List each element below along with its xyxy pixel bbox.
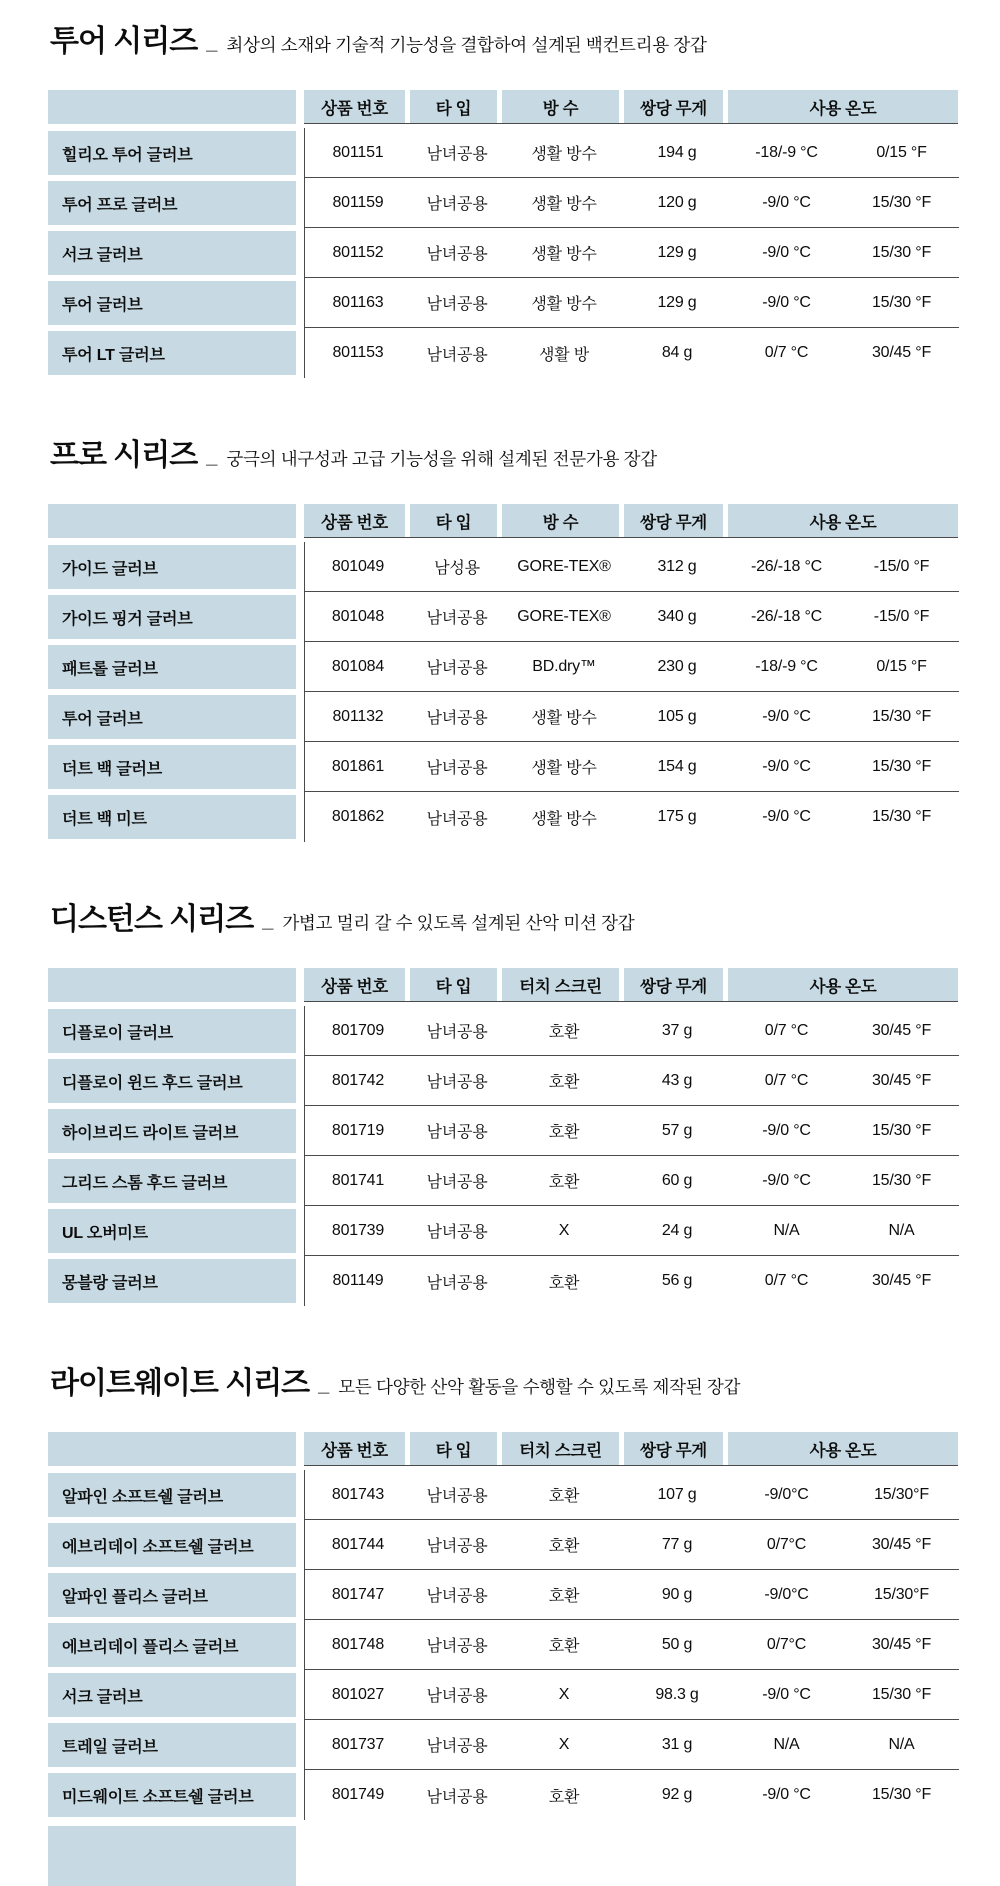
table-row [48, 1520, 958, 1570]
table-body [48, 542, 958, 842]
temp-fahrenheit-cell: 30/45 °F [871, 1071, 932, 1089]
product-type-cell: 남녀공용 [426, 760, 488, 777]
product-feature-cell: X [558, 1735, 570, 1753]
product-weight-cell: 24 g [661, 1221, 693, 1239]
product-type-cell: 남녀공용 [426, 710, 488, 727]
series-section-distance [48, 894, 958, 1306]
table-row [48, 128, 958, 178]
product-feature-cell: 호환 [548, 1638, 580, 1655]
product-table [48, 1432, 958, 1820]
series-title-separator: _ [206, 32, 218, 54]
temp-fahrenheit-cell: 15/30°F [874, 1485, 929, 1503]
table-row [48, 1720, 958, 1770]
temp-fahrenheit-cell: 15/30 °F [871, 1685, 932, 1703]
table-row [48, 1256, 958, 1306]
product-type-cell: 남녀공용 [426, 810, 488, 828]
temp-celsius-cell: -9/0 °C [762, 808, 811, 825]
temp-celsius-cell: -18/-9 °C [755, 143, 818, 161]
table-body [48, 1470, 958, 1820]
product-name-cell: 알파인 플리스 글러브 [48, 1573, 296, 1617]
row-data-area [304, 592, 959, 642]
product-number-cell: 801049 [331, 557, 385, 575]
series-section-tour [48, 16, 958, 378]
product-type-cell: 남녀공용 [426, 196, 488, 213]
temp-fahrenheit-cell: 30/45 °F [871, 1535, 932, 1553]
row-data-area [304, 692, 959, 742]
product-weight-cell: 31 g [661, 1735, 693, 1753]
header-product-number: 상품 번호 [304, 1432, 405, 1465]
temp-fahrenheit-cell: 15/30 °F [871, 293, 932, 311]
product-number-cell: 801737 [331, 1735, 385, 1753]
temp-celsius-cell: -26/-18 °C [750, 557, 823, 575]
product-weight-cell: 312 g [657, 557, 697, 575]
product-weight-cell: 56 g [661, 1272, 693, 1289]
product-name-cell: 가이드 글러브 [48, 545, 296, 589]
temp-fahrenheit-cell: 15/30°F [874, 1585, 929, 1603]
header-product-number: 상품 번호 [304, 504, 405, 537]
temp-celsius-cell: 0/7 °C [764, 344, 809, 361]
header-type: 타 입 [410, 504, 497, 537]
row-data-area [304, 1206, 959, 1256]
product-weight-cell: 92 g [661, 1786, 693, 1803]
row-data-area [304, 278, 959, 328]
temp-fahrenheit-cell: 15/30 °F [871, 193, 932, 211]
temp-celsius-cell: -26/-18 °C [750, 607, 823, 625]
table-row [48, 592, 958, 642]
header-weight: 쌍당 무게 [624, 968, 723, 1001]
product-name-cell: 가이드 핑거 글러브 [48, 595, 296, 639]
product-weight-cell: 194 g [657, 143, 697, 161]
temp-fahrenheit-cell: 15/30 °F [871, 707, 932, 725]
table-header-data [304, 1432, 958, 1466]
product-type-cell: 남녀공용 [426, 660, 488, 677]
temp-celsius-cell: -9/0 °C [762, 193, 811, 211]
product-feature-cell: BD.dry™ [532, 657, 596, 675]
product-number-cell: 801747 [331, 1585, 385, 1603]
product-weight-cell: 154 g [657, 757, 697, 775]
product-type-cell: 남녀공용 [426, 146, 488, 163]
series-heading [50, 430, 956, 474]
table-body [48, 1006, 958, 1306]
temp-fahrenheit-cell: 15/30 °F [871, 243, 932, 261]
temp-fahrenheit-cell: 15/30 °F [871, 757, 932, 775]
row-data-area [304, 1156, 959, 1206]
series-title: 투어 시리즈 [50, 25, 198, 58]
series-title-separator: _ [206, 446, 218, 468]
product-feature-cell: 호환 [548, 1174, 580, 1191]
row-data-area [304, 542, 959, 592]
series-title: 디스턴스 시리즈 [50, 903, 254, 936]
product-number-cell: 801159 [332, 193, 384, 211]
temp-celsius-cell: -9/0 °C [762, 293, 811, 311]
product-feature-cell: 호환 [548, 1538, 580, 1555]
product-feature-cell: 호환 [548, 1124, 580, 1141]
product-feature-cell: 생활 방 [538, 346, 589, 364]
temp-celsius-cell: -9/0°C [764, 1585, 809, 1603]
product-name-cell: 서크 글러브 [48, 231, 296, 275]
temp-celsius-cell: 0/7 °C [764, 1071, 809, 1089]
product-type-cell: 남녀공용 [426, 1124, 488, 1141]
product-type-cell: 남녀공용 [426, 246, 488, 263]
table-header-data [304, 90, 958, 124]
table-header-data [304, 968, 958, 1002]
product-number-cell: 801048 [331, 607, 385, 625]
table-body [48, 128, 958, 378]
header-name-spacer-cell [48, 1432, 296, 1466]
product-number-cell: 801743 [331, 1485, 385, 1503]
temp-celsius-cell: 0/7 °C [764, 1272, 809, 1289]
row-data-area [304, 1006, 959, 1056]
row-data-area [304, 742, 959, 792]
temp-celsius-cell: -9/0 °C [762, 1121, 811, 1139]
product-weight-cell: 77 g [661, 1535, 693, 1553]
row-data-area [304, 1570, 959, 1620]
series-description: 궁극의 내구성과 고급 기능성을 위해 설계된 전문가용 장갑 [226, 449, 657, 469]
header-name-spacer-cell [48, 504, 296, 538]
product-feature-cell: 생활 방수 [531, 810, 597, 828]
product-type-cell: 남녀공용 [426, 1074, 488, 1091]
header-product-number: 상품 번호 [304, 90, 405, 123]
table-header-row [48, 504, 958, 538]
table-row [48, 228, 958, 278]
product-number-cell: 801748 [331, 1635, 385, 1653]
product-number-cell: 801149 [332, 1272, 384, 1289]
table-row [48, 1156, 958, 1206]
series-title: 프로 시리즈 [50, 439, 198, 472]
temp-fahrenheit-cell: 30/45 °F [871, 344, 932, 361]
product-weight-cell: 129 g [657, 243, 697, 261]
header-type: 타 입 [410, 90, 497, 123]
header-product-number: 상품 번호 [304, 968, 405, 1001]
product-feature-cell: 호환 [548, 1074, 580, 1091]
series-title-separator: _ [318, 1374, 330, 1396]
product-feature-cell: X [558, 1685, 570, 1703]
row-data-area [304, 1470, 959, 1520]
temp-celsius-cell: -9/0 °C [762, 707, 811, 725]
product-name-cell: 투어 LT 글러브 [48, 331, 296, 375]
row-data-area [304, 178, 959, 228]
header-temperature: 사용 온도 [728, 1432, 958, 1465]
table-row [48, 1770, 958, 1820]
header-weight: 쌍당 무게 [624, 1432, 723, 1465]
row-data-area [304, 128, 959, 178]
product-weight-cell: 175 g [657, 808, 697, 825]
product-name-cell: 투어 프로 글러브 [48, 181, 296, 225]
product-table [48, 90, 958, 378]
table-row [48, 278, 958, 328]
temp-celsius-cell: -9/0 °C [762, 757, 811, 775]
product-type-cell: 남녀공용 [426, 296, 488, 313]
temp-fahrenheit-cell: 15/30 °F [871, 1121, 932, 1139]
table-header-data [304, 504, 958, 538]
product-name-cell: 하이브리드 라이트 글러브 [48, 1109, 296, 1153]
temp-celsius-cell: 0/7°C [766, 1535, 807, 1553]
product-name-cell: 에브리데이 플리스 글러브 [48, 1623, 296, 1667]
series-description: 최상의 소재와 기술적 기능성을 결합하여 설계된 백컨트리용 장갑 [226, 35, 707, 55]
product-number-cell: 801749 [331, 1786, 385, 1803]
series-section-lightweight [48, 1358, 958, 1886]
header-name-spacer-cell [48, 968, 296, 1002]
product-type-cell: 남녀공용 [426, 1688, 488, 1705]
product-weight-cell: 98.3 g [655, 1685, 699, 1703]
header-touchscreen: 터치 스크린 [502, 1432, 619, 1465]
product-type-cell: 남녀공용 [426, 346, 488, 364]
header-temperature: 사용 온도 [728, 90, 958, 123]
row-data-area [304, 792, 959, 842]
product-weight-cell: 60 g [661, 1171, 693, 1189]
series-heading [50, 1358, 956, 1402]
series-heading [50, 894, 956, 938]
truncated-next-row-name-cell [48, 1826, 296, 1886]
table-row [48, 328, 958, 378]
temp-celsius-cell: -9/0 °C [762, 243, 811, 261]
header-waterproof: 방 수 [502, 504, 619, 537]
temp-celsius-cell: -9/0 °C [762, 1786, 811, 1803]
product-type-cell: 남녀공용 [426, 1638, 488, 1655]
temp-celsius-cell: 0/7 °C [764, 1021, 809, 1039]
product-number-cell: 801741 [331, 1171, 385, 1189]
product-name-cell: UL 오버미트 [48, 1209, 296, 1253]
product-number-cell: 801742 [331, 1071, 385, 1089]
header-name-spacer-cell [48, 90, 296, 124]
product-number-cell: 801719 [331, 1121, 385, 1139]
product-number-cell: 801152 [332, 243, 384, 261]
product-feature-cell: GORE-TEX® [517, 557, 611, 575]
product-name-cell: 디플로이 윈드 후드 글러브 [48, 1059, 296, 1103]
product-weight-cell: 120 g [657, 193, 697, 211]
row-data-area [304, 1670, 959, 1720]
product-weight-cell: 90 g [661, 1585, 693, 1603]
row-data-area [304, 1106, 959, 1156]
row-data-area [304, 1056, 959, 1106]
table-header-row [48, 90, 958, 124]
table-row [48, 542, 958, 592]
product-table [48, 968, 958, 1306]
temp-fahrenheit-cell: -15/0 °F [873, 607, 930, 625]
product-name-cell: 그리드 스톰 후드 글러브 [48, 1159, 296, 1203]
product-feature-cell: X [558, 1221, 570, 1239]
series-section-pro [48, 430, 958, 842]
product-name-cell: 힐리오 투어 글러브 [48, 131, 296, 175]
product-name-cell: 더트 백 미트 [48, 795, 296, 839]
header-touchscreen: 터치 스크린 [502, 968, 619, 1001]
series-title: 라이트웨이트 시리즈 [50, 1367, 310, 1400]
product-type-cell: 남성용 [434, 560, 480, 577]
product-type-cell: 남녀공용 [426, 1224, 488, 1241]
product-number-cell: 801861 [331, 757, 385, 775]
temp-celsius-cell: N/A [773, 1735, 800, 1753]
header-waterproof: 방 수 [502, 90, 619, 123]
row-data-area [304, 642, 959, 692]
product-type-cell: 남녀공용 [426, 1174, 488, 1191]
series-heading [50, 16, 956, 60]
table-row [48, 792, 958, 842]
series-description: 모든 다양한 산악 활동을 수행할 수 있도록 제작된 장갑 [338, 1377, 741, 1397]
header-type: 타 입 [410, 968, 497, 1001]
product-weight-cell: 50 g [661, 1635, 693, 1653]
product-feature-cell: 생활 방수 [531, 146, 597, 163]
temp-fahrenheit-cell: 30/45 °F [871, 1272, 932, 1289]
product-name-cell: 디플로이 글러브 [48, 1009, 296, 1053]
product-feature-cell: 생활 방수 [531, 760, 597, 777]
product-number-cell: 801862 [331, 808, 385, 825]
product-number-cell: 801153 [332, 344, 384, 361]
product-name-cell: 더트 백 글러브 [48, 745, 296, 789]
temp-celsius-cell: -18/-9 °C [755, 657, 818, 675]
series-title-separator: _ [262, 910, 274, 932]
product-name-cell: 투어 글러브 [48, 281, 296, 325]
product-feature-cell: 호환 [548, 1588, 580, 1605]
product-name-cell: 몽블랑 글러브 [48, 1259, 296, 1303]
product-weight-cell: 43 g [661, 1071, 693, 1089]
table-row [48, 1570, 958, 1620]
product-type-cell: 남녀공용 [426, 1274, 488, 1292]
row-data-area [304, 1520, 959, 1570]
product-type-cell: 남녀공용 [426, 1024, 488, 1041]
product-number-cell: 801163 [332, 293, 384, 311]
product-name-cell: 서크 글러브 [48, 1673, 296, 1717]
row-data-area [304, 228, 959, 278]
product-name-cell: 패트롤 글러브 [48, 645, 296, 689]
product-type-cell: 남녀공용 [426, 610, 488, 627]
temp-fahrenheit-cell: 15/30 °F [871, 808, 932, 825]
product-feature-cell: 호환 [548, 1488, 580, 1505]
product-number-cell: 801151 [332, 143, 384, 161]
product-type-cell: 남녀공용 [426, 1588, 488, 1605]
temp-fahrenheit-cell: -15/0 °F [873, 557, 930, 575]
table-row [48, 1056, 958, 1106]
table-row [48, 1470, 958, 1520]
temp-fahrenheit-cell: 15/30 °F [871, 1786, 932, 1803]
product-weight-cell: 37 g [661, 1021, 693, 1039]
table-row [48, 642, 958, 692]
product-weight-cell: 230 g [657, 657, 697, 675]
product-name-cell: 에브리데이 소프트쉘 글러브 [48, 1523, 296, 1567]
temp-fahrenheit-cell: 0/15 °F [876, 657, 927, 675]
temp-fahrenheit-cell: 15/30 °F [871, 1171, 932, 1189]
table-row [48, 1206, 958, 1256]
temp-fahrenheit-cell: 30/45 °F [871, 1021, 932, 1039]
product-weight-cell: 107 g [657, 1485, 697, 1503]
product-feature-cell: 호환 [548, 1024, 580, 1041]
product-number-cell: 801132 [332, 707, 384, 725]
product-weight-cell: 129 g [657, 293, 697, 311]
table-row [48, 1620, 958, 1670]
product-type-cell: 남녀공용 [426, 1538, 488, 1555]
header-weight: 쌍당 무게 [624, 504, 723, 537]
temp-fahrenheit-cell: N/A [888, 1221, 915, 1239]
product-number-cell: 801744 [331, 1535, 385, 1553]
temp-fahrenheit-cell: 0/15 °F [876, 143, 927, 161]
header-type: 타 입 [410, 1432, 497, 1465]
temp-celsius-cell: -9/0 °C [762, 1685, 811, 1703]
product-feature-cell: 생활 방수 [531, 710, 597, 727]
series-description: 가볍고 멀리 갈 수 있도록 설계된 산악 미션 장갑 [282, 913, 635, 933]
header-temperature: 사용 온도 [728, 504, 958, 537]
product-weight-cell: 105 g [657, 707, 697, 725]
product-number-cell: 801739 [331, 1221, 385, 1239]
product-type-cell: 남녀공용 [426, 1488, 488, 1505]
product-type-cell: 남녀공용 [426, 1738, 488, 1755]
table-row [48, 742, 958, 792]
product-number-cell: 801709 [331, 1021, 385, 1039]
product-weight-cell: 340 g [657, 607, 697, 625]
row-data-area [304, 328, 959, 378]
product-name-cell: 투어 글러브 [48, 695, 296, 739]
row-data-area [304, 1620, 959, 1670]
product-weight-cell: 84 g [661, 344, 693, 361]
product-feature-cell: 생활 방수 [531, 196, 597, 213]
product-name-cell: 알파인 소프트쉘 글러브 [48, 1473, 296, 1517]
table-row [48, 692, 958, 742]
temp-celsius-cell: N/A [773, 1221, 800, 1239]
row-data-area [304, 1256, 959, 1306]
product-number-cell: 801084 [331, 657, 385, 675]
product-name-cell: 미드웨이트 소프트쉘 글러브 [48, 1773, 296, 1817]
row-data-area [304, 1770, 959, 1820]
temp-celsius-cell: -9/0°C [764, 1485, 809, 1503]
header-temperature: 사용 온도 [728, 968, 958, 1001]
product-weight-cell: 57 g [661, 1121, 693, 1139]
product-table [48, 504, 958, 842]
row-data-area [304, 1720, 959, 1770]
product-type-cell: 남녀공용 [426, 1788, 488, 1806]
table-header-row [48, 1432, 958, 1466]
temp-celsius-cell: -9/0 °C [762, 1171, 811, 1189]
temp-celsius-cell: 0/7°C [766, 1635, 807, 1653]
table-row [48, 1006, 958, 1056]
header-weight: 쌍당 무게 [624, 90, 723, 123]
table-row [48, 1106, 958, 1156]
product-feature-cell: 호환 [548, 1274, 580, 1292]
table-row [48, 1670, 958, 1720]
table-row [48, 178, 958, 228]
product-feature-cell: GORE-TEX® [517, 607, 611, 625]
product-number-cell: 801027 [331, 1685, 385, 1703]
product-feature-cell: 생활 방수 [531, 246, 597, 263]
table-header-row [48, 968, 958, 1002]
product-feature-cell: 호환 [548, 1788, 580, 1806]
product-feature-cell: 생활 방수 [531, 296, 597, 313]
product-name-cell: 트레일 글러브 [48, 1723, 296, 1767]
glove-spec-sheet [48, 16, 958, 1886]
temp-fahrenheit-cell: 30/45 °F [871, 1635, 932, 1653]
temp-fahrenheit-cell: N/A [888, 1735, 915, 1753]
